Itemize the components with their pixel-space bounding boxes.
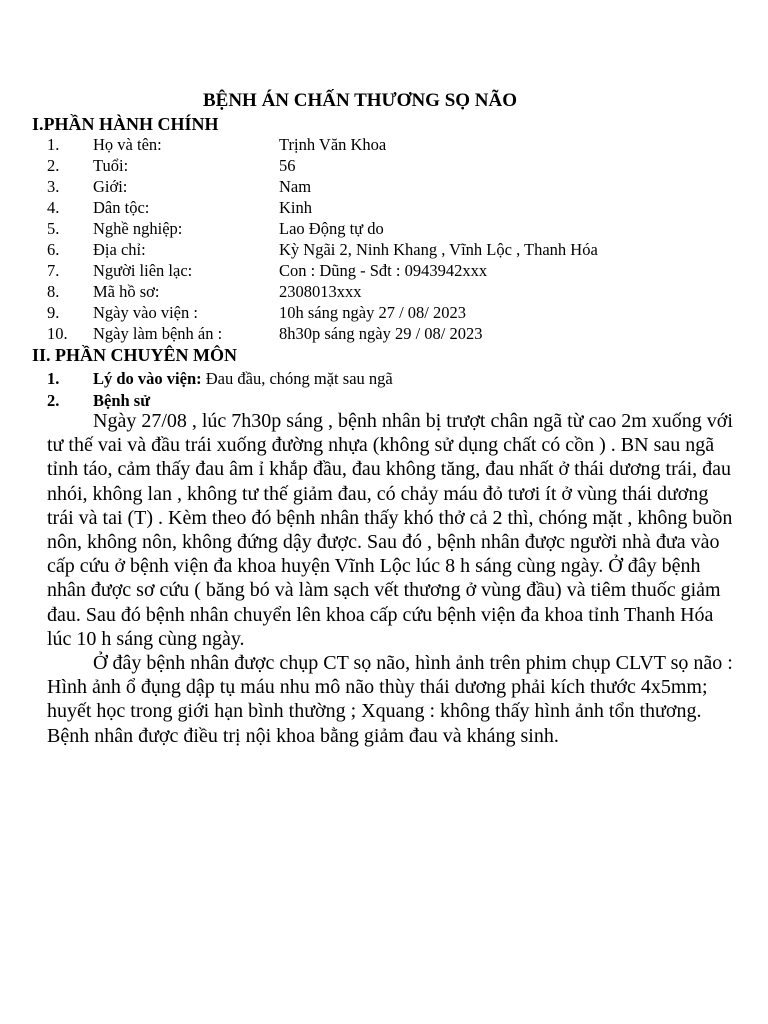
field-value: Kỳ Ngãi 2, Ninh Khang , Vĩnh Lộc , Thanh Hóa	[279, 240, 598, 259]
reason-label: Lý do vào viện:	[93, 369, 202, 388]
field-label: Địa chỉ:	[93, 240, 146, 259]
field-label: Người liên lạc:	[93, 261, 193, 280]
section-administrative-heading: I.PHẦN HÀNH CHÍNH	[32, 114, 219, 134]
field-value: 8h30p sáng ngày 29 / 08/ 2023	[279, 324, 483, 343]
field-label: Họ và tên:	[93, 135, 162, 154]
row-number: 1.	[47, 135, 60, 154]
field-label: Tuổi:	[93, 156, 129, 175]
row-number: 10.	[47, 324, 68, 343]
field-value: Con : Dũng - Sđt : 0943942xxx	[279, 261, 488, 280]
row-number: 2.	[47, 156, 60, 175]
item-number: 2.	[47, 391, 60, 410]
row-number: 4.	[47, 198, 60, 217]
row-number: 8.	[47, 282, 60, 301]
row-number: 6.	[47, 240, 60, 259]
row-number: 3.	[47, 177, 60, 196]
row-number: 9.	[47, 303, 60, 322]
admin-info-row	[0, 155, 768, 176]
admin-info-row	[0, 239, 768, 260]
field-label: Ngày vào viện :	[93, 303, 198, 322]
reason-for-admission	[0, 368, 768, 390]
field-value: Lao Động tự do	[279, 219, 384, 238]
admin-info-row	[0, 218, 768, 239]
history-paragraph: Ở đây bệnh nhân được chụp CT sọ não, hình ảnh trên phim chụp CLVT sọ não : Hình ảnh ổ đụng dập tụ máu nhu mô não thùy thái dương phải kích thước 4x5mm; huyết học trong giới hạn bình thường ; Xquang : không thấy hình ảnh tổn thương. Bệnh nhân được điều trị nội khoa bằng giảm đau và kháng sinh.	[47, 652, 733, 747]
section-professional-heading: II. PHẦN CHUYÊN MÔN	[32, 345, 237, 365]
document-title: BỆNH ÁN CHẤN THƯƠNG SỌ NÃO	[202, 90, 518, 111]
field-value: Nam	[279, 177, 312, 196]
admin-info-row	[0, 134, 768, 155]
admin-info-row	[0, 323, 768, 344]
field-value: 56	[279, 156, 296, 175]
history-label: Bệnh sử	[93, 391, 151, 410]
admin-info-row	[0, 197, 768, 218]
item-number: 1.	[47, 369, 60, 388]
row-number: 7.	[47, 261, 60, 280]
administrative-info-list	[0, 134, 768, 344]
field-label: Dân tộc:	[93, 198, 150, 217]
admin-info-row	[0, 302, 768, 323]
field-label: Giới:	[93, 177, 128, 196]
row-number: 5.	[47, 219, 60, 238]
field-label: Nghề nghiệp:	[93, 219, 183, 238]
admin-info-row	[0, 260, 768, 281]
reason-text: Đau đầu, chóng mặt sau ngã	[201, 369, 393, 388]
field-value: 10h sáng ngày 27 / 08/ 2023	[279, 303, 466, 322]
admin-info-row	[0, 281, 768, 302]
field-label: Ngày làm bệnh án :	[93, 324, 223, 343]
admin-info-row	[0, 176, 768, 197]
history-paragraph: Ngày 27/08 , lúc 7h30p sáng , bệnh nhân bị trượt chân ngã từ cao 2m xuống với tư thế vai và đầu trái xuống đường nhựa (không sử dụng chất có cồn ) . BN sau ngã tỉnh táo, cảm thấy đau âm ỉ khắp đầu, đau không tăng, đau nhất ở thái dương trái, đau nhói, không lan , không tư thế giảm đau, có chảy máu đỏ tươi ít ở vùng thái dương trái và tai (T) . Kèm theo đó bệnh nhân thấy khó thở cả 2 thì, chóng mặt , không buồn nôn, không nôn, không đứng dậy được. Sau đó , bệnh nhân được người nhà đưa vào cấp cứu ở bệnh viện đa khoa huyện Vĩnh Lộc lúc 8 h sáng cùng ngày. Ở đây bệnh nhân được sơ cứu ( băng bó và làm sạch vết thương ở vùng đầu) và tiêm thuốc giảm đau. Sau đó bệnh nhân chuyển lên khoa cấp cứu bệnh viện đa khoa tỉnh Thanh Hóa lúc 10 h sáng cùng ngày.	[47, 410, 733, 650]
field-value: Kinh	[279, 198, 312, 217]
field-label: Mã hồ sơ:	[93, 282, 160, 301]
medical-history-text	[47, 409, 737, 748]
reason-block	[93, 368, 393, 390]
field-value: 2308013xxx	[279, 282, 362, 301]
field-value: Trịnh Văn Khoa	[279, 135, 387, 154]
